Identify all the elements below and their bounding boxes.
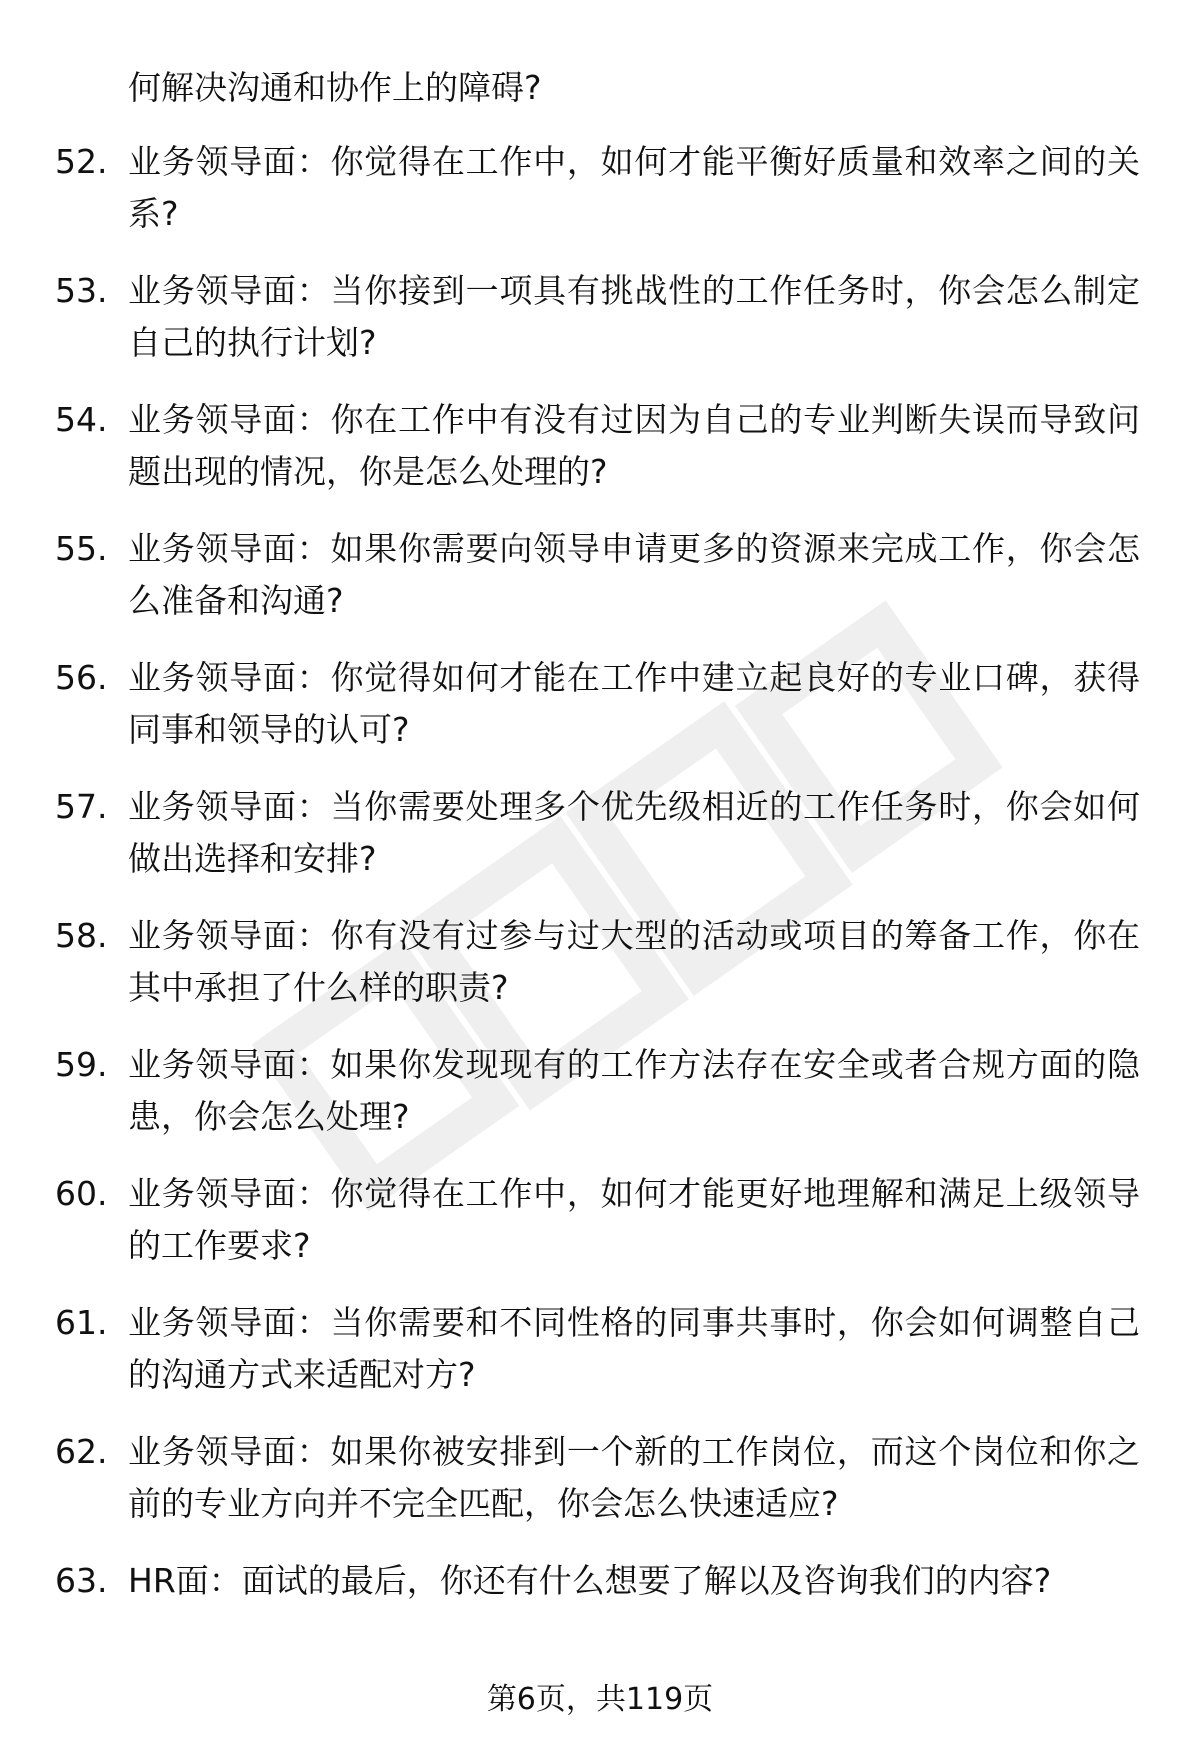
question-number: 54. bbox=[55, 400, 108, 439]
question-number: 52. bbox=[55, 142, 108, 181]
question-text: 业务领导面：你觉得在工作中，如何才能更好地理解和满足上级领导的工作要求? bbox=[128, 1174, 1140, 1265]
continuation-text: 何解决沟通和协作上的障碍? bbox=[128, 68, 542, 107]
question-text: 业务领导面：当你需要处理多个优先级相近的工作任务时，你会如何做出选择和安排? bbox=[128, 787, 1140, 878]
question-text: HR面：面试的最后，你还有什么想要了解以及咨询我们的内容? bbox=[128, 1561, 1052, 1600]
list-item bbox=[0, 652, 1200, 781]
question-text: 业务领导面：你在工作中有没有过因为自己的专业判断失误而导致问题出现的情况，你是怎么处理的? bbox=[128, 400, 1140, 491]
question-text: 业务领导面：当你需要和不同性格的同事共事时，你会如何调整自己的沟通方式来适配对方? bbox=[128, 1303, 1140, 1394]
question-text: 业务领导面：如果你被安排到一个新的工作岗位，而这个岗位和你之前的专业方向并不完全匹配，你会怎么快速适应? bbox=[128, 1432, 1140, 1523]
question-text: 业务领导面：你有没有过参与过大型的活动或项目的筹备工作，你在其中承担了什么样的职责? bbox=[128, 916, 1140, 1007]
list-item bbox=[0, 910, 1200, 1039]
list-item bbox=[0, 1555, 1200, 1625]
page-footer: 第6页，共119页 bbox=[486, 1682, 714, 1717]
list-item bbox=[0, 1039, 1200, 1168]
question-number: 58. bbox=[55, 916, 108, 955]
list-item bbox=[0, 394, 1200, 523]
list-item bbox=[0, 1168, 1200, 1297]
question-number: 53. bbox=[55, 271, 108, 310]
question-number: 61. bbox=[55, 1303, 108, 1342]
question-text: 业务领导面：当你接到一项具有挑战性的工作任务时，你会怎么制定自己的执行计划? bbox=[128, 271, 1140, 362]
question-number: 55. bbox=[55, 529, 108, 568]
question-number: 63. bbox=[55, 1561, 108, 1600]
question-number: 60. bbox=[55, 1174, 108, 1213]
question-number: 57. bbox=[55, 787, 108, 826]
list-item bbox=[0, 1426, 1200, 1555]
list-item bbox=[0, 1297, 1200, 1426]
list-item bbox=[0, 136, 1200, 265]
question-number: 62. bbox=[55, 1432, 108, 1471]
question-number: 56. bbox=[55, 658, 108, 697]
question-text: 业务领导面：你觉得在工作中，如何才能平衡好质量和效率之间的关系? bbox=[128, 142, 1140, 233]
question-text: 业务领导面：如果你需要向领导申请更多的资源来完成工作，你会怎么准备和沟通? bbox=[128, 529, 1140, 620]
question-list bbox=[0, 136, 1200, 1625]
list-item bbox=[0, 523, 1200, 652]
question-text: 业务领导面：你觉得如何才能在工作中建立起良好的专业口碑，获得同事和领导的认可? bbox=[128, 658, 1140, 749]
question-text: 业务领导面：如果你发现现有的工作方法存在安全或者合规方面的隐患，你会怎么处理? bbox=[128, 1045, 1140, 1136]
list-item bbox=[0, 781, 1200, 910]
question-number: 59. bbox=[55, 1045, 108, 1084]
list-item bbox=[0, 265, 1200, 394]
